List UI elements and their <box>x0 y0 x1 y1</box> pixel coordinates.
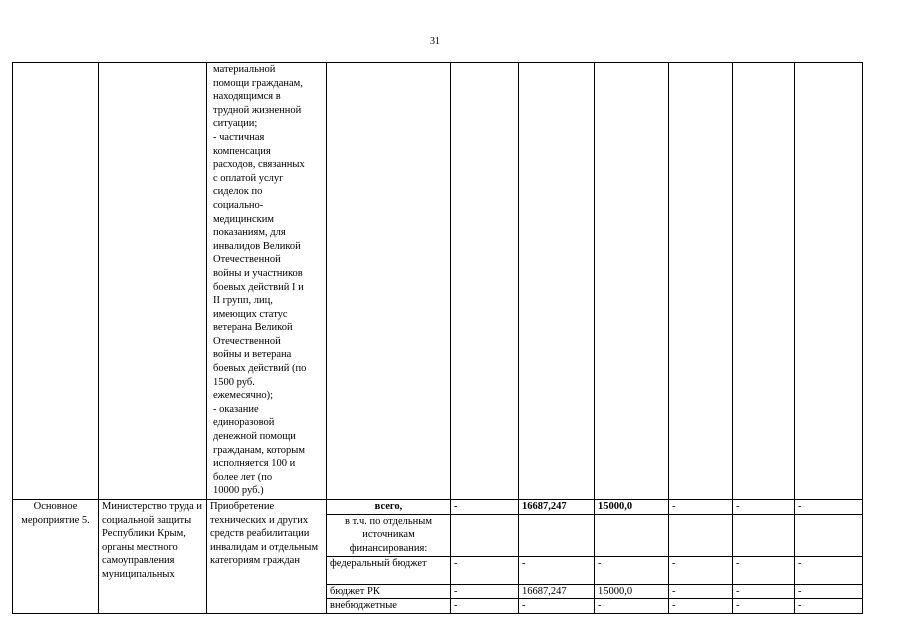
funding-value: 15000,0 <box>595 584 669 599</box>
funding-value <box>733 514 795 556</box>
funding-value: - <box>795 599 863 614</box>
funding-value: - <box>519 599 595 614</box>
cell-empty <box>327 63 451 500</box>
funding-value <box>795 514 863 556</box>
funding-row-total <box>13 499 863 514</box>
funding-value <box>595 514 669 556</box>
funding-value: - <box>451 599 519 614</box>
continued-row <box>13 63 863 500</box>
cell-empty <box>13 63 99 500</box>
cell-empty <box>595 63 669 500</box>
funding-value: - <box>733 556 795 584</box>
program-table <box>12 62 863 614</box>
funding-value: - <box>595 556 669 584</box>
funding-value: - <box>733 499 795 514</box>
funding-value: 16687,247 <box>519 584 595 599</box>
funding-value: - <box>733 599 795 614</box>
funding-source: федеральный бюджет <box>327 556 451 584</box>
funding-value: - <box>669 499 733 514</box>
funding-value: - <box>733 584 795 599</box>
funding-value: 15000,0 <box>595 499 669 514</box>
cell-empty <box>519 63 595 500</box>
activity-executor: Министерство труда и социальной защиты Республики Крым, органы местного самоуправления муниципальных <box>99 499 207 613</box>
funding-value <box>451 514 519 556</box>
funding-value: - <box>795 499 863 514</box>
funding-value: - <box>451 499 519 514</box>
funding-value <box>519 514 595 556</box>
activity-description: Приобретение технических и других средств реабилитации инвалидам и отдельным категориям граждан <box>207 499 327 613</box>
activity-name: Основное мероприятие 5. <box>13 499 99 613</box>
funding-source: внебюджетные <box>327 599 451 614</box>
funding-value: - <box>451 584 519 599</box>
cell-empty <box>669 63 733 500</box>
continued-description: материальной помощи гражданам, находящимся в трудной жизненной ситуации; - частичная компенсация расходов, связанных с оплатой услуг сиделок по социально- медицинским показаниям, для инвалидов Великой Отечественной войны и участников боевых действий I и II групп, лиц, имеющих статус ветерана Великой Отечественной войны и ветерана боевых действий (по 1500 руб. ежемесячно); - оказание единоразовой денежной помощи гражданам, которым исполняется 100 и более лет (по 10000 руб.) <box>213 64 307 497</box>
page-number: 31 <box>430 36 440 47</box>
funding-value: - <box>669 584 733 599</box>
funding-value: - <box>669 599 733 614</box>
funding-source: в т.ч. по отдельным источникам финансирования: <box>327 514 451 556</box>
cell-empty <box>451 63 519 500</box>
funding-value: - <box>669 556 733 584</box>
cell-empty <box>99 63 207 500</box>
funding-source: всего, <box>327 499 451 514</box>
funding-value: - <box>795 584 863 599</box>
funding-value: - <box>519 556 595 584</box>
funding-value <box>669 514 733 556</box>
continued-description-cell <box>207 63 327 500</box>
cell-empty <box>795 63 863 500</box>
funding-source: бюджет РК <box>327 584 451 599</box>
funding-value: 16687,247 <box>519 499 595 514</box>
funding-value: - <box>595 599 669 614</box>
cell-empty <box>733 63 795 500</box>
funding-value: - <box>795 556 863 584</box>
funding-value: - <box>451 556 519 584</box>
